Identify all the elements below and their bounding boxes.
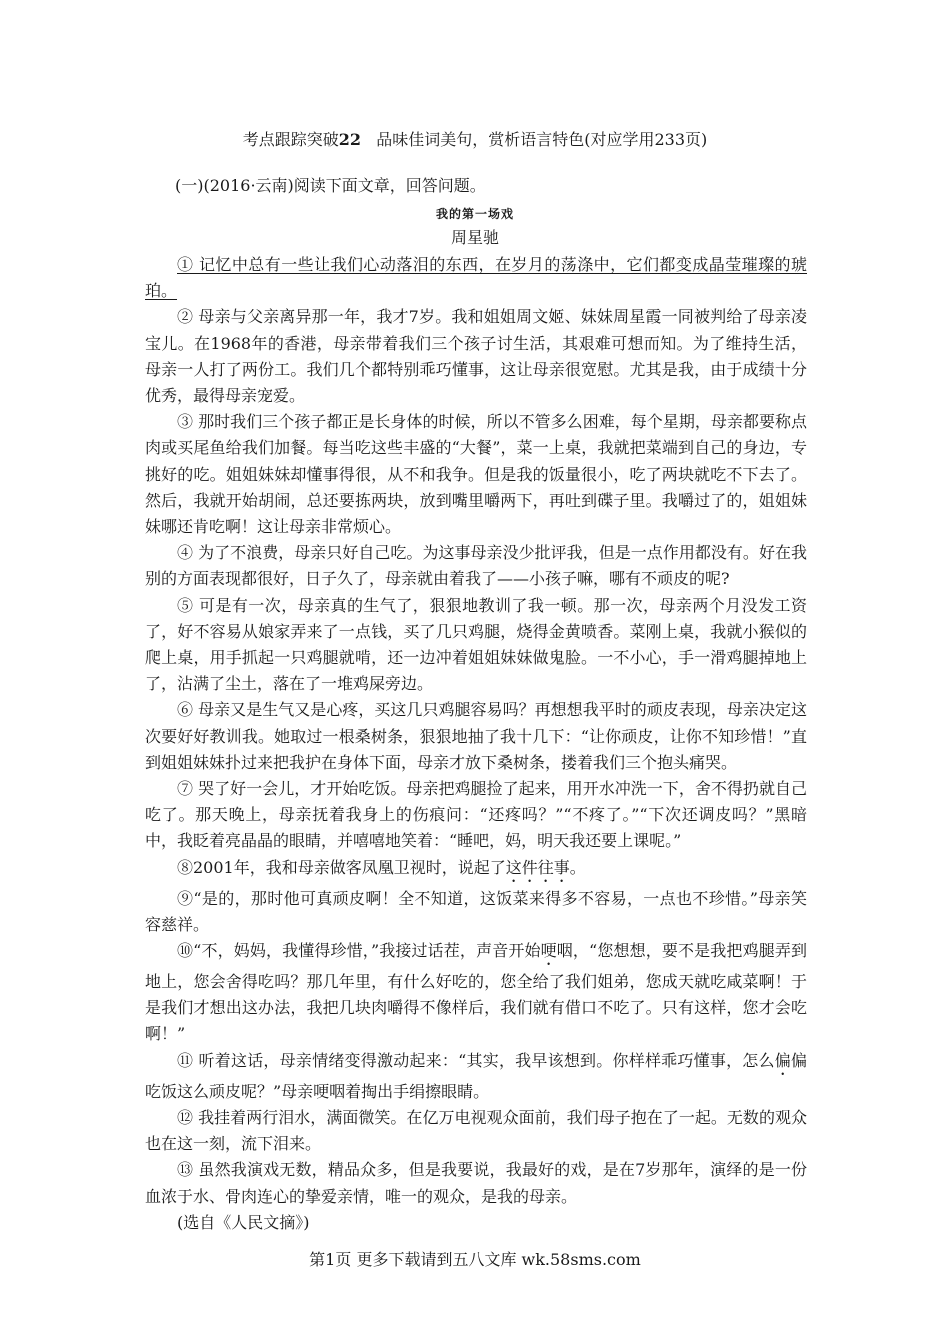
paragraph-5: ⑤ 可是有一次，母亲真的生气了，狠狠地教训了我一顿。那一次，母亲两个月没发工资了，好不容易从娘家弄来了一点钱，买了几只鸡腿，烧得金黄喷香。菜刚上桌，我就小猴似的爬上桌，用手抓起一只鸡腿就啃，还一边冲着姐姐妹妹做鬼脸。一不小心，手一滑鸡腿掉地上了，沾满了尘土，落在了一堆鸡屎旁边。 — [145, 595, 807, 694]
header-title: 品味佳词美句，赏析语言特色(对应学用233页) — [376, 130, 708, 149]
paragraph-8-end: 。 — [569, 857, 586, 877]
paragraph-2: ② 母亲与父亲离异那一年，我才7岁。我和姐姐周文姬、妹妹周星霞一同被判给了母亲凌宝儿。在1968年的香港，母亲带着我们三个孩子讨生活，其艰难可想而知。为了维持生活，母亲一人打了两份工。我们几个都特别乖巧懂事，这让母亲很宽慰。尤其是我，由于成绩十分优秀，最得母亲宠爱。 — [145, 307, 807, 406]
article-author: 周星驰 — [450, 228, 499, 247]
paragraph-12: ⑫ 我挂着两行泪水，满面微笑。在亿万电视观众面前，我们母子抱在了一起。无数的观众也在这一刻，流下泪来。 — [145, 1107, 807, 1154]
paragraph-8-text: ⑧2001年，我和母亲做客凤凰卫视时，说起了 — [177, 857, 506, 877]
article-title: 我的第一场戏 — [435, 207, 514, 221]
paragraph-6: ⑥ 母亲又是生气又是心疼，买这几只鸡腿容易吗？再想想我平时的顽皮表现，母亲决定这次要好好教训我。她取过一根桑树条，狠狠地抽了我十几下：“让你顽皮，让你不知珍惜！”直到姐姐妹妹扑过来把我护在身体下面，母亲才放下桑树条，搂着我们三个抱头痛哭。 — [145, 700, 807, 772]
header-number: 22 — [338, 130, 361, 149]
paragraph-4: ④ 为了不浪费，母亲只好自己吃。为这事母亲没少批评我，但是一点作用都没有。好在我别的方面表现都很好，日子久了，母亲就由着我了——小孩子嘛，哪有不顽皮的呢? — [145, 543, 807, 589]
paragraph-11-text: ⑪ 听着这话，母亲情绪变得激动起来：“其实，我早该想到。你样样乖巧懂事，怎么 — [177, 1050, 775, 1070]
emphasized-char: 哽 — [540, 941, 557, 961]
paragraph-10-text: ⑩“不，妈妈，我懂得珍惜，”我接过话茬，声音开始 — [177, 941, 541, 961]
section-header — [0, 130, 950, 150]
paragraph-10-rest: 咽，“您想想，要不是我把鸡腿弄到地上，您会舍得吃吗？那几年里，有什么好吃的，您全给了我们姐弟，您成天就吃咸菜啊！于是我们才想出这办法，我把几块肉嚼得不像样后，我们就有借口不吃了。只有这样，您才会吃啊！” — [145, 941, 807, 1044]
paragraph-7: ⑦ 哭了好一会儿，才开始吃饭。母亲把鸡腿捡了起来，用开水冲洗一下，舍不得扔就自己吃了。那天晚上，母亲抚着我身上的伤痕问：“还疼吗？”“不疼了。”“下次还调皮吗？”黑暗中，我眨着亮晶晶的眼睛，并嘻嘻地笑着：“睡吧，妈，明天我还要上课呢。” — [145, 779, 807, 851]
emphasized-phrase: 这件往事 — [505, 857, 570, 877]
article-source: (选自《人民文摘》) — [177, 1212, 310, 1232]
paragraph-11-rest: 偏吃饭这么顽皮呢？”母亲哽咽着掏出手绢擦眼睛。 — [145, 1050, 807, 1101]
paragraph-11 — [145, 1048, 807, 1105]
paragraph-1 — [145, 252, 807, 304]
page-footer: 第1页 更多下载请到五八文库 wk.58sms.com — [309, 1250, 641, 1269]
question-intro: (一)(2016·云南)阅读下面文章，回答问题。 — [175, 176, 486, 195]
paragraph-9: ⑨“是的，那时他可真顽皮啊！全不知道，这饭菜来得多不容易，一点也不珍惜。”母亲笑容慈祥。 — [145, 888, 807, 934]
paragraph-13: ⑬ 虽然我演戏无数，精品众多，但是我要说，我最好的戏，是在7岁那年，演绎的是一份血浓于水、骨肉连心的挚爱亲情，唯一的观众，是我的母亲。 — [145, 1160, 807, 1206]
paragraph-10 — [145, 938, 807, 1048]
paragraph-8 — [145, 855, 807, 886]
emphasized-char: 偏 — [774, 1050, 791, 1070]
header-prefix: 考点跟踪突破 — [242, 130, 339, 149]
article-body — [145, 252, 807, 1236]
underlined-sentence: ① 记忆中总有一些让我们心动落泪的东西，在岁月的荡涤中，它们都变成晶莹璀璨的琥珀。 — [145, 255, 807, 301]
paragraph-3: ③ 那时我们三个孩子都正是长身体的时候，所以不管多么困难，每个星期，母亲都要称点肉或买尾鱼给我们加餐。每当吃这些丰盛的“大餐”，菜一上桌，我就把菜端到自己的身边，专挑好的吃。姐姐妹妹却懂事得很，从不和我争。但是我的饭量很小，吃了两块就吃不下去了。然后，我就开始胡闹，总还要拣两块，放到嘴里嚼两下，再吐到碟子里。我嚼过了的，姐姐妹妹哪还肯吃啊！这让母亲非常烦心。 — [145, 412, 807, 537]
